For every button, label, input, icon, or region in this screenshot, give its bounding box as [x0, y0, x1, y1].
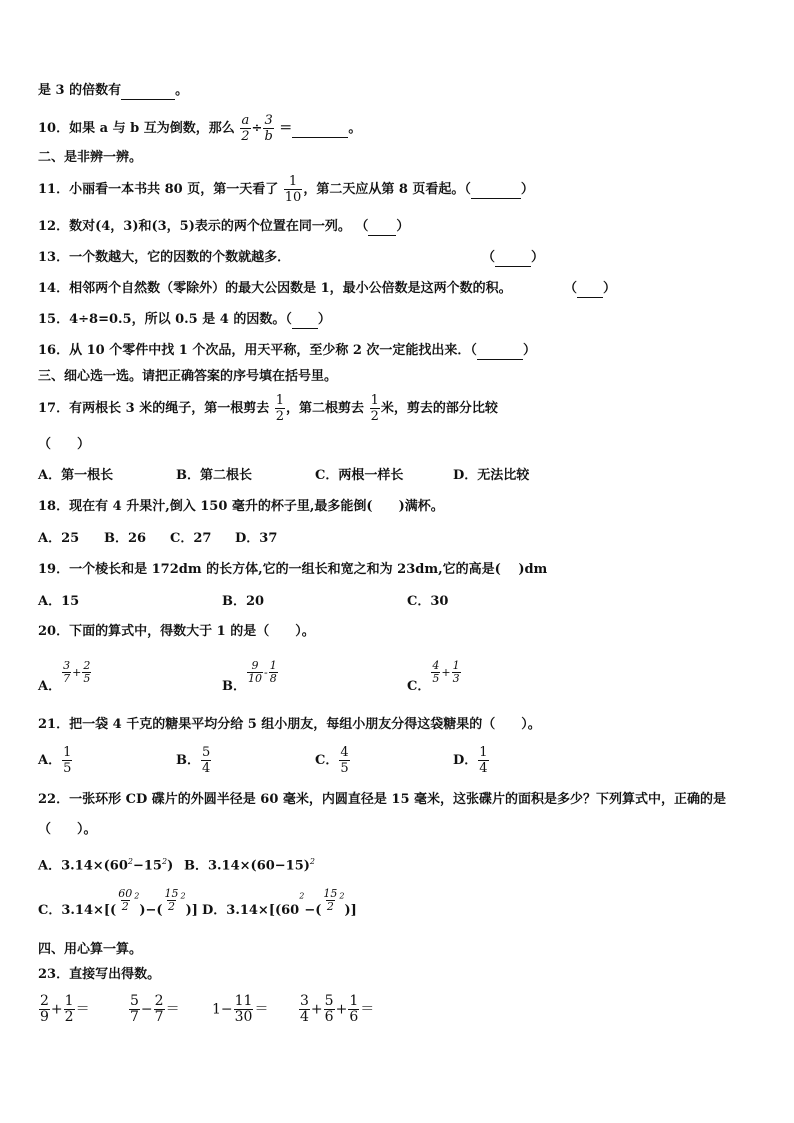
fraction: $\frac{1}{6}$	[349, 993, 359, 1025]
fraction: $\frac{2}{7}$	[154, 993, 164, 1025]
expression-2: $\frac{5}{7}$ − $\frac{2}{7}$ ＝	[130, 993, 180, 1025]
question-18: 18．现在有 4 升果汁,倒入 150 毫升的杯子里,最多能倒( )满杯。	[38, 499, 444, 514]
option-a[interactable]: A．25	[38, 531, 80, 546]
option-a[interactable]: A． $\frac{3}{7}$ + $\frac{2}{5}$	[38, 659, 91, 694]
question-12: 12．数对(4，3)和(3，5)表示的两个位置在同一列。 （ ）	[38, 219, 410, 234]
option-d[interactable]: D．$3.14\times[(60^2-$( $\frac{15}{2}$ $^2$)]	[202, 887, 357, 918]
option-c[interactable]: C．3.14×[( $\frac{60}{2}$ $^2$)−( $\frac{15}{2}$ $^2$)]	[38, 887, 198, 918]
fraction: $\frac{5}{6}$	[324, 993, 334, 1025]
fraction: $\frac{3}{7}$	[63, 659, 71, 685]
question-13-answer: （ ）	[482, 250, 545, 265]
fraction: $\frac{1}{2}$	[64, 993, 74, 1025]
fraction: $\frac{4}{5}$	[432, 659, 440, 685]
answer-blank[interactable]	[471, 182, 521, 199]
fraction-1-over-10: $\frac{1}{10}$	[284, 174, 302, 205]
fraction: $\frac{1}{5}$	[63, 745, 72, 776]
option-b[interactable]: B．第二根长	[176, 468, 252, 483]
fraction: $\frac{1}{4}$	[479, 745, 488, 776]
fraction-1-over-2: $\frac{1}{2}$	[370, 393, 379, 424]
q9-tail: 是 3 的倍数有 。	[38, 83, 189, 98]
question-23: 23．直接写出得数。	[38, 967, 161, 982]
question-14: 14．相邻两个自然数（零除外）的最大公因数是 1，最小公倍数是这两个数的积。	[38, 281, 512, 296]
question-22: 22．一张环形 CD 碟片的外圆半径是 60 毫米，内圆直径是 15 毫米，这张碟片的面积是多少？下列算式中，正确的是	[38, 792, 727, 807]
question-11: 11．小丽看一本书共 80 页，第一天看了 $\frac{1}{10}$ ，第二天应从第 8 页看起。（ ）	[38, 174, 534, 205]
option-b[interactable]: B．$3.14\times(60-15)^2$	[184, 857, 316, 874]
option-c[interactable]: C．27	[170, 531, 212, 546]
fraction: $\frac{2}{5}$	[83, 659, 91, 685]
fraction: $\frac{3}{4}$	[300, 993, 309, 1025]
option-b[interactable]: B． $\frac{5}{4}$	[176, 745, 211, 776]
answer-blank[interactable]	[577, 281, 603, 298]
answer-blank[interactable]	[368, 219, 396, 236]
answer-blank[interactable]	[477, 343, 523, 360]
option-d[interactable]: D．无法比较	[453, 468, 530, 483]
question-16: 16．从 10 个零件中找 1 个次品，用天平称，至少称 2 次一定能找出来．（ ）	[38, 343, 536, 358]
expression-1: $\frac{2}{9}$ + $\frac{1}{2}$ ＝	[40, 993, 90, 1025]
fraction-15-over-2: $\frac{15}{2}$	[164, 887, 179, 913]
option-a[interactable]: A．15	[38, 594, 80, 609]
fraction-60-over-2: $\frac{60}{2}$	[118, 887, 133, 913]
option-c[interactable]: C．30	[407, 594, 449, 609]
option-b[interactable]: B． $\frac{9}{10}$ - $\frac{1}{8}$	[222, 659, 277, 694]
option-d[interactable]: D．37	[235, 531, 278, 546]
fraction-a-over-2: $\frac{a}{2}$	[241, 113, 250, 144]
section-3-heading: 三、细心选一选。请把正确答案的序号填在括号里。	[38, 369, 338, 384]
question-10: 10．如果 a 与 b 互为倒数，那么 $\frac{a}{2}$ ÷ $\frac{3}{b}$ ＝ 。	[38, 113, 362, 144]
option-c[interactable]: C． $\frac{4}{5}$	[315, 745, 349, 776]
option-a[interactable]: A．$3.14\times(60^2-15^2)$	[38, 857, 174, 874]
option-a[interactable]: A．第一根长	[38, 468, 114, 483]
option-b[interactable]: B．20	[222, 594, 265, 609]
fraction: $\frac{1}{3}$	[452, 659, 460, 685]
option-d[interactable]: D． $\frac{1}{4}$	[453, 745, 488, 776]
answer-paren[interactable]: （ ）	[38, 437, 91, 452]
fraction-15-over-2: $\frac{15}{2}$	[323, 887, 338, 913]
answer-paren[interactable]: （ ）。	[38, 822, 97, 837]
question-13: 13．一个数越大，它的因数的个数就越多．	[38, 250, 291, 265]
question-17: 17．有两根长 3 米的绳子，第一根剪去 $\frac{1}{2}$ ，第二根剪去 $\frac{1}{2}$ 米，剪去的部分比较	[38, 393, 498, 424]
option-c[interactable]: C． $\frac{4}{5}$ + $\frac{1}{3}$	[407, 659, 460, 694]
option-c[interactable]: C．两根一样长	[315, 468, 404, 483]
fraction-3-over-b: $\frac{3}{b}$	[264, 113, 273, 144]
answer-blank[interactable]	[292, 121, 348, 138]
fraction: $\frac{4}{5}$	[340, 745, 349, 776]
option-b[interactable]: B．26	[104, 531, 147, 546]
section-4-heading: 四、用心算一算。	[38, 942, 143, 957]
option-a[interactable]: A． $\frac{1}{5}$	[38, 745, 72, 776]
question-20: 20．下面的算式中，得数大于 1 的是（ ）。	[38, 624, 315, 639]
question-19: 19．一个棱长和是 172dm 的长方体,它的一组长和宽之和为 23dm,它的高是( )dm	[38, 562, 548, 577]
expression-3: 1− $\frac{11}{30}$ ＝	[212, 993, 269, 1025]
fraction: $\frac{9}{10}$	[248, 659, 262, 685]
answer-blank[interactable]	[121, 83, 175, 100]
fraction: $\frac{5}{4}$	[202, 745, 211, 776]
fraction-1-over-2: $\frac{1}{2}$	[275, 393, 285, 424]
section-2-heading: 二、是非辨一辨。	[38, 150, 143, 165]
fraction: $\frac{1}{8}$	[269, 659, 277, 685]
expression-4: $\frac{3}{4}$ + $\frac{5}{6}$ + $\frac{1}{6}$ ＝	[300, 993, 375, 1025]
question-14-answer: （ ）	[564, 281, 617, 296]
question-21: 21．把一袋 4 千克的糖果平均分给 5 组小朋友，每组小朋友分得这袋糖果的（ ）。	[38, 717, 541, 732]
question-15: 15．4÷8=0.5，所以 0.5 是 4 的因数。（ ）	[38, 312, 331, 327]
answer-blank[interactable]	[292, 312, 318, 329]
fraction: $\frac{11}{30}$	[234, 993, 253, 1025]
fraction: $\frac{2}{9}$	[40, 993, 49, 1025]
fraction: $\frac{5}{7}$	[130, 993, 139, 1025]
answer-blank[interactable]	[495, 250, 531, 267]
